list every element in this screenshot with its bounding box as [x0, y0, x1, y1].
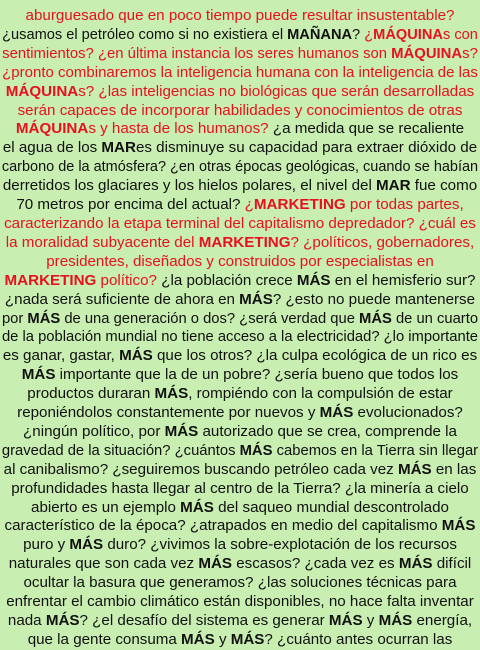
highlighted-word: MÁS	[328, 612, 363, 629]
highlighted-word: MÁS	[441, 517, 476, 535]
text-segment: en el hemisferio sur?	[330, 271, 476, 289]
text-line	[0, 139, 480, 158]
highlighted-word: MÁS	[154, 385, 189, 403]
highlighted-word: MÁS	[239, 290, 273, 308]
text-segment: y	[362, 612, 379, 629]
text-line	[0, 272, 480, 291]
text-segment: reponiéndolos constantemente por nuevos y	[17, 404, 320, 422]
text-line	[0, 517, 480, 536]
text-segment: por todas partes,	[345, 196, 464, 214]
text-segment: de la población mundial no tiene acceso a la electricidad? ¿lo importante	[1, 329, 479, 346]
highlighted-word: MÁS	[198, 555, 233, 573]
text-segment: ¿	[364, 26, 374, 43]
highlighted-word: MÁS	[296, 271, 331, 289]
text-line	[0, 158, 480, 177]
text-segment: abierto es un ejemplo	[31, 498, 181, 516]
text-segment: y	[214, 630, 231, 648]
text-segment: naturales que son cada vez	[8, 555, 199, 573]
text-line	[0, 234, 480, 253]
text-line	[0, 328, 480, 347]
highlighted-word: MARKETING	[253, 196, 346, 214]
text-line	[0, 45, 480, 64]
text-line	[0, 310, 480, 329]
highlighted-word: MÁQUINA	[15, 120, 89, 138]
text-segment: s? ¿las inteligencias no biológicas que serán desarrolladas	[78, 82, 475, 100]
text-line	[0, 574, 480, 593]
text-segment: ¿nada será suficiente de ahora en	[4, 290, 240, 308]
text-line	[0, 499, 480, 518]
text-segment: nada	[7, 612, 46, 629]
text-segment: s y hasta de los humanos?	[88, 120, 269, 138]
text-segment: productos duraran	[27, 385, 155, 403]
text-segment: ¿ningún político, por	[23, 422, 165, 440]
highlighted-word: MÁS	[45, 612, 80, 629]
text-segment: s?	[462, 45, 478, 62]
highlighted-word: MAÑANA	[287, 26, 353, 43]
text-segment: característico de la época? ¿atrapados en medio del capitalismo	[4, 517, 442, 535]
text-segment: en las	[431, 460, 477, 478]
text-line	[0, 120, 480, 139]
text-line	[0, 480, 480, 499]
text-segment: ? ¿esto no puede mantenerse	[272, 290, 476, 308]
text-segment: la moralidad subyacente del	[5, 233, 199, 251]
highlighted-word: MÁQUINA	[391, 45, 463, 62]
text-line	[0, 366, 480, 385]
highlighted-word: MÁS	[239, 442, 273, 459]
text-line	[0, 215, 480, 234]
highlighted-word: MÁS	[164, 422, 199, 440]
highlighted-word: MAR	[376, 177, 411, 195]
text-segment: es disminuye su capacidad para extraer dióxido de	[135, 139, 478, 157]
text-segment: ? ¿cuánto antes ocurran las	[264, 630, 453, 648]
highlighted-word: MÁS	[69, 536, 104, 554]
text-line	[0, 593, 480, 612]
text-line	[0, 442, 480, 461]
text-segment: s con	[442, 26, 478, 43]
highlighted-word: MARKETING	[198, 233, 291, 251]
text-line	[0, 555, 480, 574]
highlighted-word: MÁS	[181, 630, 215, 648]
text-segment: el agua de los	[2, 139, 102, 157]
highlighted-word: MÁS	[21, 366, 56, 384]
text-segment: fue como	[410, 177, 478, 195]
text-segment: evolucionados?	[353, 404, 463, 422]
text-line	[0, 102, 480, 121]
poem-text-block	[0, 7, 480, 650]
highlighted-word: MÁS	[398, 555, 433, 573]
text-line	[0, 347, 480, 366]
highlighted-word: MÁS	[230, 630, 265, 648]
text-line	[0, 404, 480, 423]
text-segment: presidentes, diseñados y construidos por especialistas en	[46, 252, 434, 270]
text-line	[0, 461, 480, 480]
text-line	[0, 631, 480, 650]
text-segment: 70 metros por encima del actual?	[16, 196, 245, 214]
text-segment: ocultar la basura que generamos? ¿las soluciones técnicas para	[23, 574, 457, 592]
text-line	[0, 196, 480, 215]
text-segment: importante que la de un pobre? ¿sería bueno que todos los	[55, 366, 459, 384]
text-segment: aburguesado que en poco tiempo puede resultar insustentable?	[25, 7, 455, 24]
text-segment: del saqueo mundial descontrolado	[213, 498, 449, 516]
text-segment: serán capaces de incorporar habilidades y conocimientos de otras	[17, 101, 463, 119]
text-segment: , rompiéndo con la compulsión de estar	[188, 385, 453, 403]
highlighted-word: MÁS	[27, 310, 61, 327]
text-line	[0, 423, 480, 442]
text-segment: enfrentar el cambio climático están disponibles, no hace falta inventar	[6, 593, 474, 611]
highlighted-word: MÁS	[378, 612, 413, 629]
highlighted-word: MÁQUINA	[5, 82, 79, 100]
text-line	[0, 291, 480, 310]
highlighted-word: MÁQUINA	[373, 26, 443, 43]
text-line	[0, 385, 480, 404]
text-segment: es ganar, gastar,	[2, 347, 120, 365]
text-segment: autorizado que se crea, comprende la	[198, 422, 457, 440]
text-segment: por	[1, 310, 28, 327]
text-segment: caracterizando la etapa terminal del capitalismo depredador? ¿cuál es	[4, 214, 476, 232]
text-line	[0, 64, 480, 83]
text-segment: cabemos en la Tierra sin llegar	[272, 442, 479, 459]
text-segment: carbono de la atmósfera? ¿en otras épocas geológicas, cuando se habían	[1, 159, 479, 176]
text-segment: puro y	[23, 536, 70, 554]
text-line	[0, 253, 480, 272]
text-segment: difícil	[432, 555, 472, 573]
text-line	[0, 612, 480, 631]
text-segment: energía,	[412, 612, 473, 629]
text-segment: de una generación o dos? ¿será verdad que	[60, 310, 360, 327]
text-segment: derretidos los glaciares y los hielos polares, el nivel del	[2, 177, 377, 195]
text-line	[0, 536, 480, 555]
text-line	[0, 26, 480, 45]
text-segment: gravedad de la situación? ¿cuántos	[1, 442, 240, 459]
highlighted-word: MAR	[101, 139, 136, 157]
text-segment: ¿la población crece	[157, 271, 297, 289]
text-segment: escasos? ¿cada vez es	[232, 555, 399, 573]
text-segment: que la gente consuma	[27, 630, 182, 648]
text-segment: al canibalismo? ¿seguiremos buscando petróleo cada vez	[3, 460, 398, 478]
text-line	[0, 7, 480, 26]
text-segment: ¿pronto combinaremos la inteligencia humana con la inteligencia de las	[2, 63, 478, 81]
text-segment: político?	[96, 271, 157, 289]
text-segment: profundidades hasta llegar al centro de la Tierra? ¿la minería a cielo	[11, 479, 469, 497]
highlighted-word: MARKETING	[4, 271, 97, 289]
text-segment: ¿a medida que se recaliente	[268, 120, 465, 138]
text-segment: que los otros? ¿la culpa ecológica de un rico es	[152, 347, 478, 365]
text-line	[0, 177, 480, 196]
text-segment: de un cuarto	[391, 310, 479, 327]
text-segment: ? ¿el desafío del sistema es generar	[79, 612, 329, 629]
highlighted-word: MÁS	[397, 460, 432, 478]
text-segment: ¿usamos el petróleo como si no existiera el	[2, 26, 288, 43]
highlighted-word: MÁS	[119, 347, 153, 365]
text-segment: ?	[352, 26, 365, 43]
text-segment: ¿	[244, 196, 254, 214]
text-segment: ? ¿políticos, gobernadores,	[290, 233, 475, 251]
text-segment: duro? ¿vivimos la sobre-explotación de los recursos	[103, 536, 457, 554]
highlighted-word: MÁS	[180, 498, 214, 516]
highlighted-word: MÁS	[359, 310, 392, 327]
text-segment: sentimientos? ¿en última instancia los seres humanos son	[2, 45, 392, 62]
highlighted-word: MÁS	[319, 404, 354, 422]
text-line	[0, 83, 480, 102]
